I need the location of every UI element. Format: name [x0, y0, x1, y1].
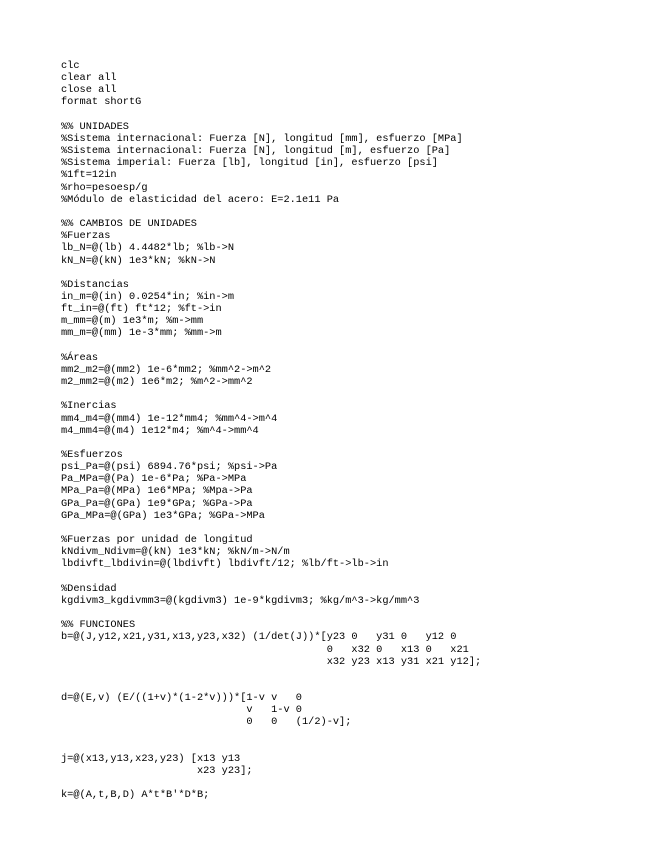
code-line: %rho=pesoesp/g: [61, 181, 148, 194]
code-line: kNdivm_Ndivm=@(kN) 1e3*kN; %kN/m->N/m: [61, 546, 290, 559]
code-line: b=@(J,y12,x21,y31,x13,y23,x32) (1/det(J))*[y23 0 y31 0 y12 0: [61, 631, 457, 644]
code-line: format shortG: [61, 96, 142, 109]
code-line: kN_N=@(kN) 1e3*kN; %kN->N: [61, 254, 216, 267]
code-line: in_m=@(in) 0.0254*in; %in->m: [61, 290, 235, 303]
code-line: %Fuerzas: [61, 230, 111, 243]
code-line: Pa_MPa=@(Pa) 1e-6*Pa; %Pa->MPa: [61, 473, 247, 486]
code-line: 0 x32 0 x13 0 x21: [61, 643, 469, 656]
code-line: 0 0 (1/2)-v];: [61, 716, 352, 729]
code-line: MPa_Pa=@(MPa) 1e6*MPa; %Mpa->Pa: [61, 485, 253, 498]
code-line: clc: [61, 60, 80, 72]
blank-line: [61, 267, 481, 279]
code-line: kgdivm3_kgdivmm3=@(kgdivm3) 1e-9*kgdivm3; %kg/m^3->kg/mm^3: [61, 594, 420, 607]
blank-line: [61, 206, 481, 218]
code-line: %% FUNCIONES: [61, 619, 136, 632]
code-line: x32 y23 x13 y31 x21 y12];: [61, 655, 482, 668]
code-line: j=@(x13,y13,x23,y23) [x13 y13: [61, 752, 241, 765]
blank-line: [61, 741, 481, 753]
code-line: mm_m=@(mm) 1e-3*mm; %mm->m: [61, 327, 222, 340]
code-line: m2_mm2=@(m2) 1e6*m2; %m^2->mm^2: [61, 376, 253, 389]
code-line: %Densidad: [61, 582, 117, 595]
code-line: %Fuerzas por unidad de longitud: [61, 534, 253, 547]
code-line: %Sistema imperial: Fuerza [lb], longitud [in], esfuerzo [psi]: [61, 157, 438, 170]
code-line: %Distancias: [61, 278, 129, 291]
blank-line: [61, 680, 481, 692]
blank-line: [61, 109, 481, 121]
blank-line: [61, 668, 481, 680]
code-line: %% UNIDADES: [61, 120, 129, 133]
code-line: m_mm=@(m) 1e3*m; %m->mm: [61, 315, 204, 328]
blank-line: [61, 437, 481, 449]
blank-line: [61, 729, 481, 741]
code-line: v 1-v 0: [61, 704, 302, 717]
code-line: lb_N=@(lb) 4.4482*lb; %lb->N: [61, 242, 235, 255]
blank-line: [61, 340, 481, 352]
code-line: ft_in=@(ft) ft*12; %ft->in: [61, 303, 222, 316]
code-line: GPa_MPa=@(GPa) 1e3*GPa; %GPa->MPa: [61, 509, 265, 522]
code-line: %Esfuerzos: [61, 449, 123, 461]
code-line: %Módulo de elasticidad del acero: E=2.1e11 Pa: [61, 193, 340, 206]
code-line: %% CAMBIOS DE UNIDADES: [61, 218, 197, 231]
code-listing: [61, 60, 481, 802]
code-line: %Inercias: [61, 400, 117, 413]
code-line: %Áreas: [61, 351, 99, 364]
code-line: m4_mm4=@(m4) 1e12*m4; %m^4->mm^4: [61, 424, 259, 437]
code-line: mm2_m2=@(mm2) 1e-6*mm2; %mm^2->m^2: [61, 363, 272, 376]
code-line: %1ft=12in: [61, 169, 117, 182]
code-line: %Sistema internacional: Fuerza [N], longitud [mm], esfuerzo [MPa]: [61, 132, 463, 145]
blank-line: [61, 607, 481, 619]
blank-line: [61, 777, 481, 789]
code-line: psi_Pa=@(psi) 6894.76*psi; %psi->Pa: [61, 461, 278, 474]
blank-line: [61, 522, 481, 534]
code-line: d=@(E,v) (E/((1+v)*(1-2*v)))*[1-v v 0: [61, 692, 302, 705]
blank-line: [61, 571, 481, 583]
code-line: GPa_Pa=@(GPa) 1e9*GPa; %GPa->Pa: [61, 497, 253, 510]
code-line: clear all: [61, 72, 117, 85]
code-line: mm4_m4=@(mm4) 1e-12*mm4; %mm^4->m^4: [61, 412, 278, 425]
code-line: lbdivft_lbdivin=@(lbdivft) lbdivft/12; %lb/ft->lb->in: [61, 558, 389, 571]
code-line: %Sistema internacional: Fuerza [N], longitud [m], esfuerzo [Pa]: [61, 145, 451, 158]
code-line: close all: [61, 84, 117, 97]
blank-line: [61, 388, 481, 400]
code-line: k=@(A,t,B,D) A*t*B'*D*B;: [61, 789, 210, 802]
code-line: x23 y23];: [61, 765, 253, 778]
